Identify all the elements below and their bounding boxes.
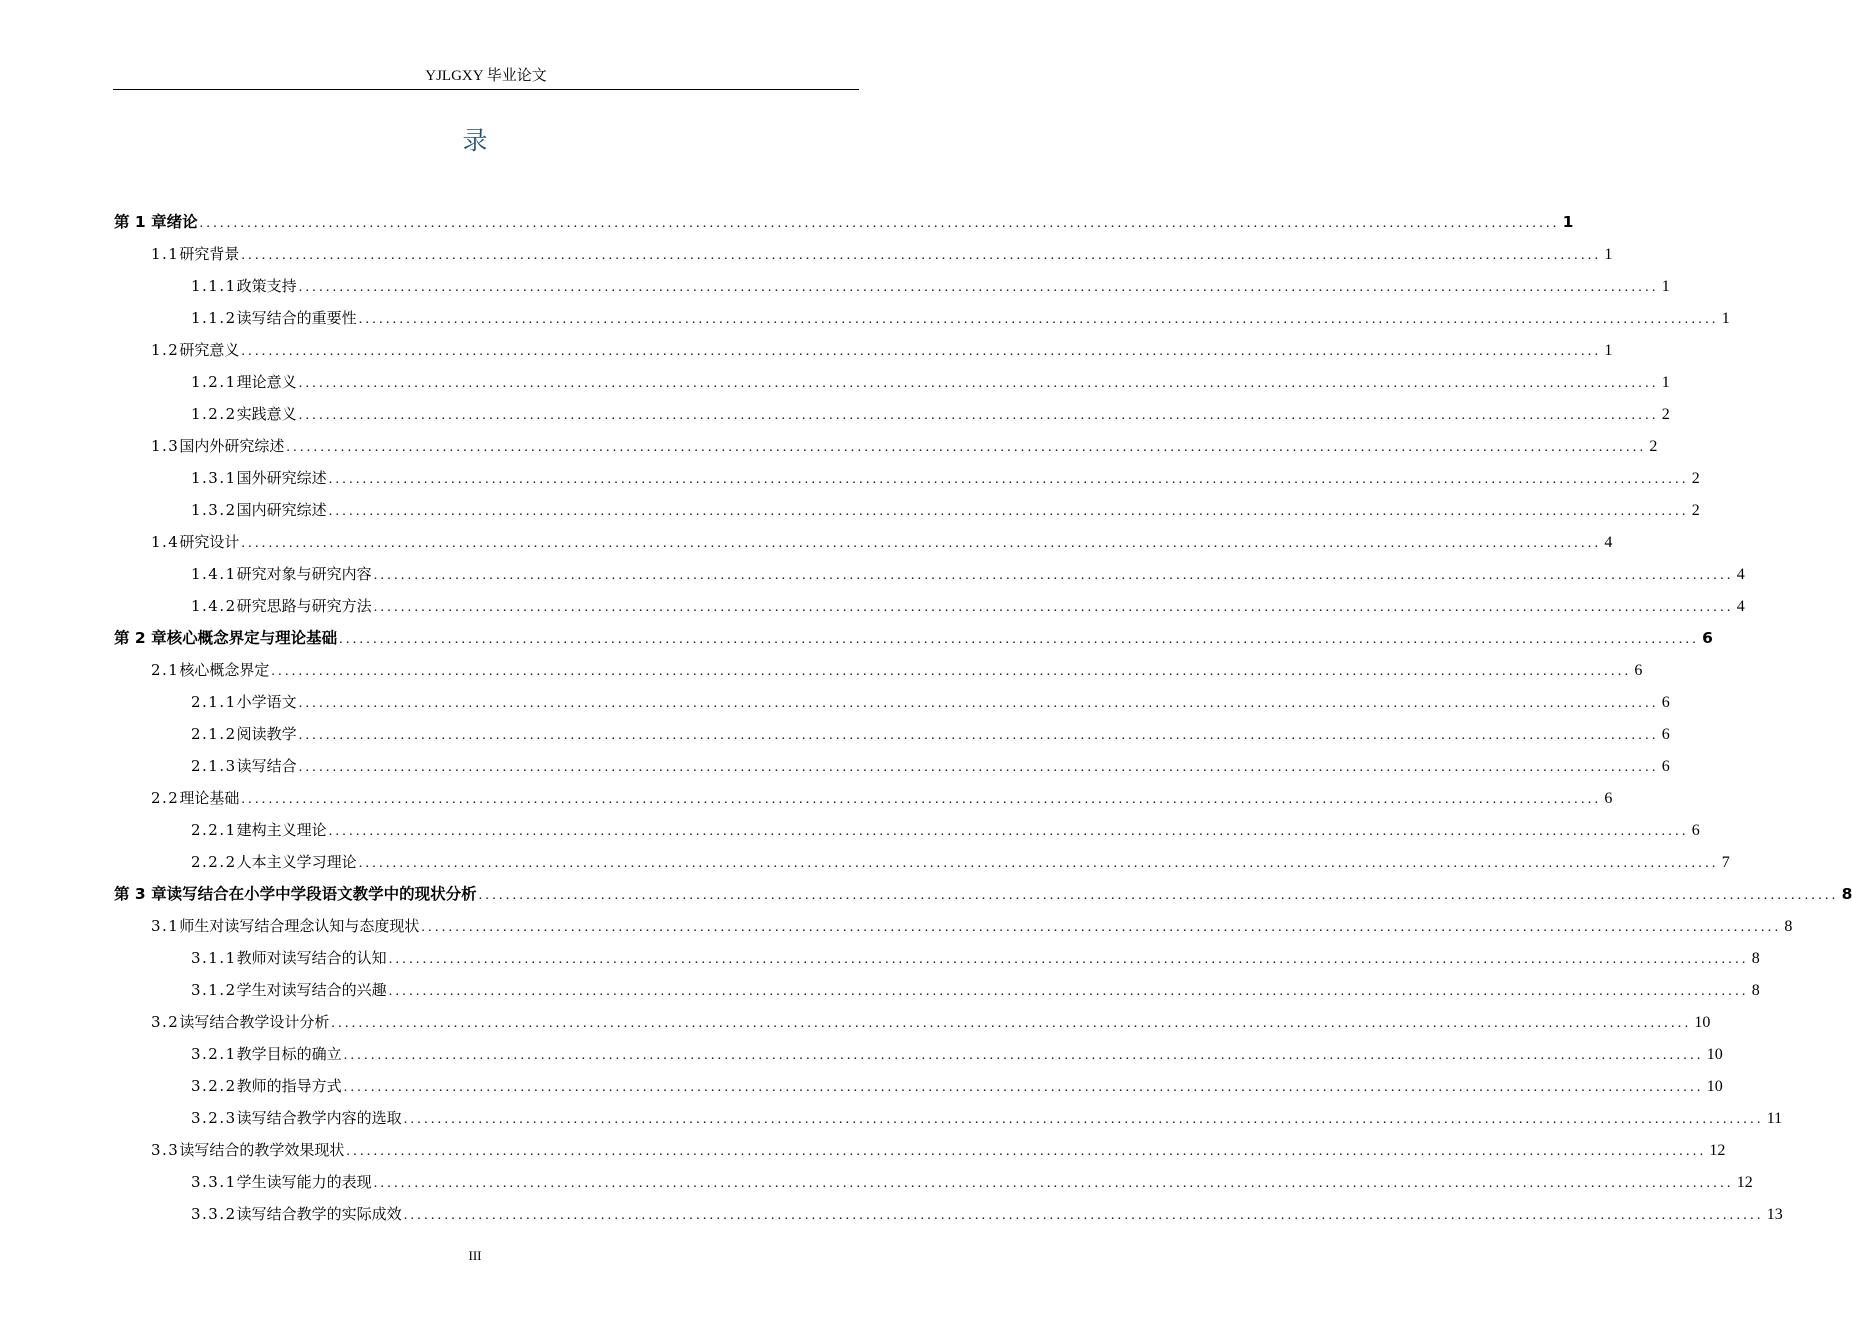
toc-entry-page: 1 [1562, 213, 1574, 231]
toc-entry-page: 6 [1702, 629, 1713, 647]
toc-entry-title: 建构主义理论 [236, 821, 327, 839]
toc-entry-title: 研究背景 [179, 245, 240, 263]
toc-entry-page: 2 [1661, 406, 1670, 423]
toc-entry[interactable] [191, 1198, 1783, 1230]
toc-entry-page: 1 [1661, 278, 1670, 295]
toc-entry[interactable] [191, 366, 1670, 398]
toc-entry[interactable] [151, 654, 1643, 686]
toc-entry-page: 8 [1784, 918, 1793, 935]
toc-entry[interactable] [151, 910, 1793, 942]
toc-entry-title: 绪论 [166, 213, 198, 231]
toc-entry-title: 读写结合的教学效果现状 [179, 1141, 345, 1159]
toc-entry-page: 6 [1661, 694, 1670, 711]
toc-entry-page: 10 [1706, 1078, 1723, 1095]
toc-entry-title: 教学目标的确立 [236, 1045, 342, 1063]
toc-entry-title: 教师的指导方式 [236, 1077, 342, 1095]
toc-dot-leader: ........................................................................................................................................................................................................ [343, 1080, 1704, 1095]
toc-entry-number: 3.1.2 [191, 981, 237, 999]
toc-entry[interactable] [191, 270, 1670, 302]
toc-entry-page: 6 [1634, 662, 1643, 679]
toc-entry[interactable] [151, 1134, 1726, 1166]
toc-entry-number: 3.2.1 [191, 1045, 237, 1063]
toc-entry-number: 3.1.1 [191, 949, 237, 967]
toc-entry-number: 2.2.1 [191, 821, 237, 839]
toc-entry[interactable] [114, 206, 1574, 238]
toc-dot-leader: ........................................................................................................................................................................................................ [343, 1048, 1704, 1063]
toc-entry-page: 6 [1661, 726, 1670, 743]
toc-entry-page: 4 [1736, 566, 1745, 583]
toc-dot-leader: ........................................................................................................................................................................................................ [373, 1176, 1734, 1191]
toc-entry[interactable] [191, 814, 1700, 846]
toc-entry-page: 12 [1709, 1142, 1726, 1159]
toc-entry[interactable] [191, 558, 1745, 590]
toc-entry-page: 1 [1604, 342, 1613, 359]
toc-entry-number: 1.1.1 [191, 277, 237, 295]
toc-entry[interactable] [191, 750, 1670, 782]
toc-entry-title: 核心概念界定与理论基础 [166, 629, 338, 647]
toc-dot-leader: ........................................................................................................................................................................................................ [298, 408, 1659, 423]
page-header: YJLGXY 毕业论文 [425, 68, 547, 84]
toc-dot-leader: ........................................................................................................................................................................................................ [199, 216, 1560, 231]
toc-dot-leader: ........................................................................................................................................................................................................ [373, 600, 1734, 615]
toc-entry-title: 研究对象与研究内容 [236, 565, 372, 583]
toc-entry-number: 第 1 章 [114, 213, 167, 231]
toc-entry-title: 阅读教学 [236, 725, 297, 743]
toc-dot-leader: ........................................................................................................................................................................................................ [241, 248, 1602, 263]
toc-entry-number: 3.1 [151, 917, 180, 935]
toc-entry-number: 第 2 章 [114, 629, 167, 647]
toc-entry[interactable] [191, 494, 1700, 526]
toc-entry-number: 1.1 [151, 245, 180, 263]
toc-dot-leader: ........................................................................................................................................................................................................ [328, 504, 1689, 519]
toc-entry[interactable] [191, 302, 1730, 334]
toc-entry-number: 1.1.2 [191, 309, 237, 327]
toc-entry-page: 2 [1691, 470, 1700, 487]
toc-entry-number: 2.2 [151, 789, 180, 807]
toc-entry-title: 小学语文 [236, 693, 297, 711]
toc-dot-leader: ........................................................................................................................................................................................................ [346, 1144, 1707, 1159]
toc-entry-number: 2.1 [151, 661, 180, 679]
toc-dot-leader: ........................................................................................................................................................................................................ [331, 1016, 1692, 1031]
toc-dot-leader: ........................................................................................................................................................................................................ [421, 920, 1782, 935]
toc-entry-page: 6 [1604, 790, 1613, 807]
toc-entry-title: 研究设计 [179, 533, 240, 551]
toc-dot-leader: ........................................................................................................................................................................................................ [241, 792, 1602, 807]
toc-entry[interactable] [151, 526, 1613, 558]
toc-entry-title: 理论意义 [236, 373, 297, 391]
toc-dot-leader: ........................................................................................................................................................................................................ [339, 632, 1700, 647]
toc-entry-title: 理论基础 [179, 789, 240, 807]
toc-entry[interactable] [191, 974, 1760, 1006]
toc-dot-leader: ........................................................................................................................................................................................................ [478, 888, 1839, 903]
toc-entry-number: 1.4.1 [191, 565, 237, 583]
toc-dot-leader: ........................................................................................................................................................................................................ [403, 1112, 1764, 1127]
toc-entry-title: 国外研究综述 [236, 469, 327, 487]
toc-entry-title: 实践意义 [236, 405, 297, 423]
toc-entry-number: 1.3.1 [191, 469, 237, 487]
toc-entry-title: 研究意义 [179, 341, 240, 359]
toc-entry-page: 2 [1691, 502, 1700, 519]
toc-entry-number: 3.2 [151, 1013, 180, 1031]
toc-dot-leader: ........................................................................................................................................................................................................ [373, 568, 1734, 583]
toc-entry-title: 学生对读写结合的兴趣 [236, 981, 387, 999]
toc-entry-title: 国内研究综述 [236, 501, 327, 519]
toc-entry[interactable] [191, 1070, 1723, 1102]
toc-dot-leader: ........................................................................................................................................................................................................ [328, 824, 1689, 839]
toc-dot-leader: ........................................................................................................................................................................................................ [286, 440, 1647, 455]
toc-dot-leader: ........................................................................................................................................................................................................ [241, 344, 1602, 359]
toc-dot-leader: ........................................................................................................................................................................................................ [298, 728, 1659, 743]
toc-entry-page: 6 [1691, 822, 1700, 839]
toc-entry-number: 3.2.3 [191, 1109, 237, 1127]
toc-entry-page: 8 [1751, 982, 1760, 999]
toc-entry[interactable] [151, 238, 1613, 270]
toc-entry-page: 13 [1766, 1206, 1783, 1223]
toc-entry-title: 政策支持 [236, 277, 297, 295]
toc-entry-page: 10 [1694, 1014, 1711, 1031]
toc-entry-number: 2.2.2 [191, 853, 237, 871]
toc-entry-page: 8 [1841, 885, 1852, 903]
toc-entry-page: 2 [1649, 438, 1658, 455]
toc-entry-page: 12 [1736, 1174, 1753, 1191]
toc-entry-number: 3.3.2 [191, 1205, 237, 1223]
toc-entry-number: 3.3 [151, 1141, 180, 1159]
toc-dot-leader: ........................................................................................................................................................................................................ [271, 664, 1632, 679]
toc-entry-title: 研究思路与研究方法 [236, 597, 372, 615]
toc-entry[interactable] [191, 1102, 1783, 1134]
toc-entry[interactable] [151, 430, 1658, 462]
toc-entry-title: 读写结合 [236, 757, 297, 775]
toc-entry-page: 4 [1736, 598, 1745, 615]
toc-entry-title: 核心概念界定 [179, 661, 270, 679]
toc-entry[interactable] [191, 718, 1670, 750]
toc-entry-title: 读写结合教学的实际成效 [236, 1205, 402, 1223]
toc-entry[interactable] [114, 622, 1713, 654]
toc-entry-page: 6 [1661, 758, 1670, 775]
toc-entry-number: 1.2.2 [191, 405, 237, 423]
toc-entry-page: 8 [1751, 950, 1760, 967]
header-rule [113, 89, 859, 90]
toc-entry-title: 教师对读写结合的认知 [236, 949, 387, 967]
toc-entry[interactable] [151, 1006, 1711, 1038]
toc-entry-number: 1.2 [151, 341, 180, 359]
toc-entry-number: 2.1.3 [191, 757, 237, 775]
toc-entry-number: 1.4.2 [191, 597, 237, 615]
toc-entry-number: 2.1.2 [191, 725, 237, 743]
toc-entry-page: 1 [1604, 246, 1613, 263]
toc-entry[interactable] [151, 334, 1613, 366]
toc-dot-leader: ........................................................................................................................................................................................................ [298, 760, 1659, 775]
toc-entry-number: 3.2.2 [191, 1077, 237, 1095]
toc-dot-leader: ........................................................................................................................................................................................................ [328, 472, 1689, 487]
toc-entry-number: 1.3.2 [191, 501, 237, 519]
toc-dot-leader: ........................................................................................................................................................................................................ [388, 984, 1749, 999]
toc-dot-leader: ........................................................................................................................................................................................................ [358, 856, 1719, 871]
toc-entry-title: 读写结合在小学中学段语文教学中的现状分析 [166, 885, 477, 903]
toc-entry-page: 7 [1721, 854, 1730, 871]
toc-entry[interactable] [114, 878, 1852, 910]
toc-entry[interactable] [191, 398, 1670, 430]
toc-entry-title: 读写结合教学内容的选取 [236, 1109, 402, 1127]
toc-entry[interactable] [191, 686, 1670, 718]
toc-dot-leader: ........................................................................................................................................................................................................ [241, 536, 1602, 551]
toc-dot-leader: ........................................................................................................................................................................................................ [403, 1208, 1764, 1223]
toc-entry-title: 读写结合教学设计分析 [179, 1013, 330, 1031]
toc-entry-page: 10 [1706, 1046, 1723, 1063]
toc-entry-number: 3.3.1 [191, 1173, 237, 1191]
toc-dot-leader: ........................................................................................................................................................................................................ [298, 376, 1659, 391]
toc-entry[interactable] [151, 782, 1613, 814]
toc-entry-title: 读写结合的重要性 [236, 309, 357, 327]
toc-dot-leader: ........................................................................................................................................................................................................ [388, 952, 1749, 967]
toc-entry[interactable] [191, 846, 1730, 878]
toc-entry-number: 1.3 [151, 437, 180, 455]
toc-entry[interactable] [191, 1166, 1753, 1198]
toc-entry-number: 1.2.1 [191, 373, 237, 391]
toc-entry-page: 4 [1604, 534, 1613, 551]
toc-entry-page: 1 [1661, 374, 1670, 391]
page-number: III [468, 1248, 482, 1263]
toc-entry-number: 第 3 章 [114, 885, 167, 903]
toc-dot-leader: ........................................................................................................................................................................................................ [298, 696, 1659, 711]
toc-entry-number: 1.4 [151, 533, 180, 551]
toc-entry[interactable] [191, 942, 1760, 974]
toc-entry-title: 人本主义学习理论 [236, 853, 357, 871]
toc-dot-leader: ........................................................................................................................................................................................................ [358, 312, 1719, 327]
toc-entry-page: 1 [1721, 310, 1730, 327]
toc-entry[interactable] [191, 590, 1745, 622]
toc-dot-leader: ........................................................................................................................................................................................................ [298, 280, 1659, 295]
toc-entry-number: 2.1.1 [191, 693, 237, 711]
toc-entry-title: 师生对读写结合理念认知与态度现状 [179, 917, 420, 935]
toc-entry[interactable] [191, 1038, 1723, 1070]
toc-entry-page: 11 [1766, 1110, 1783, 1127]
toc-entry[interactable] [191, 462, 1700, 494]
toc-title: 录 [462, 126, 488, 155]
toc-entry-title: 学生读写能力的表现 [236, 1173, 372, 1191]
toc-entry-title: 国内外研究综述 [179, 437, 285, 455]
